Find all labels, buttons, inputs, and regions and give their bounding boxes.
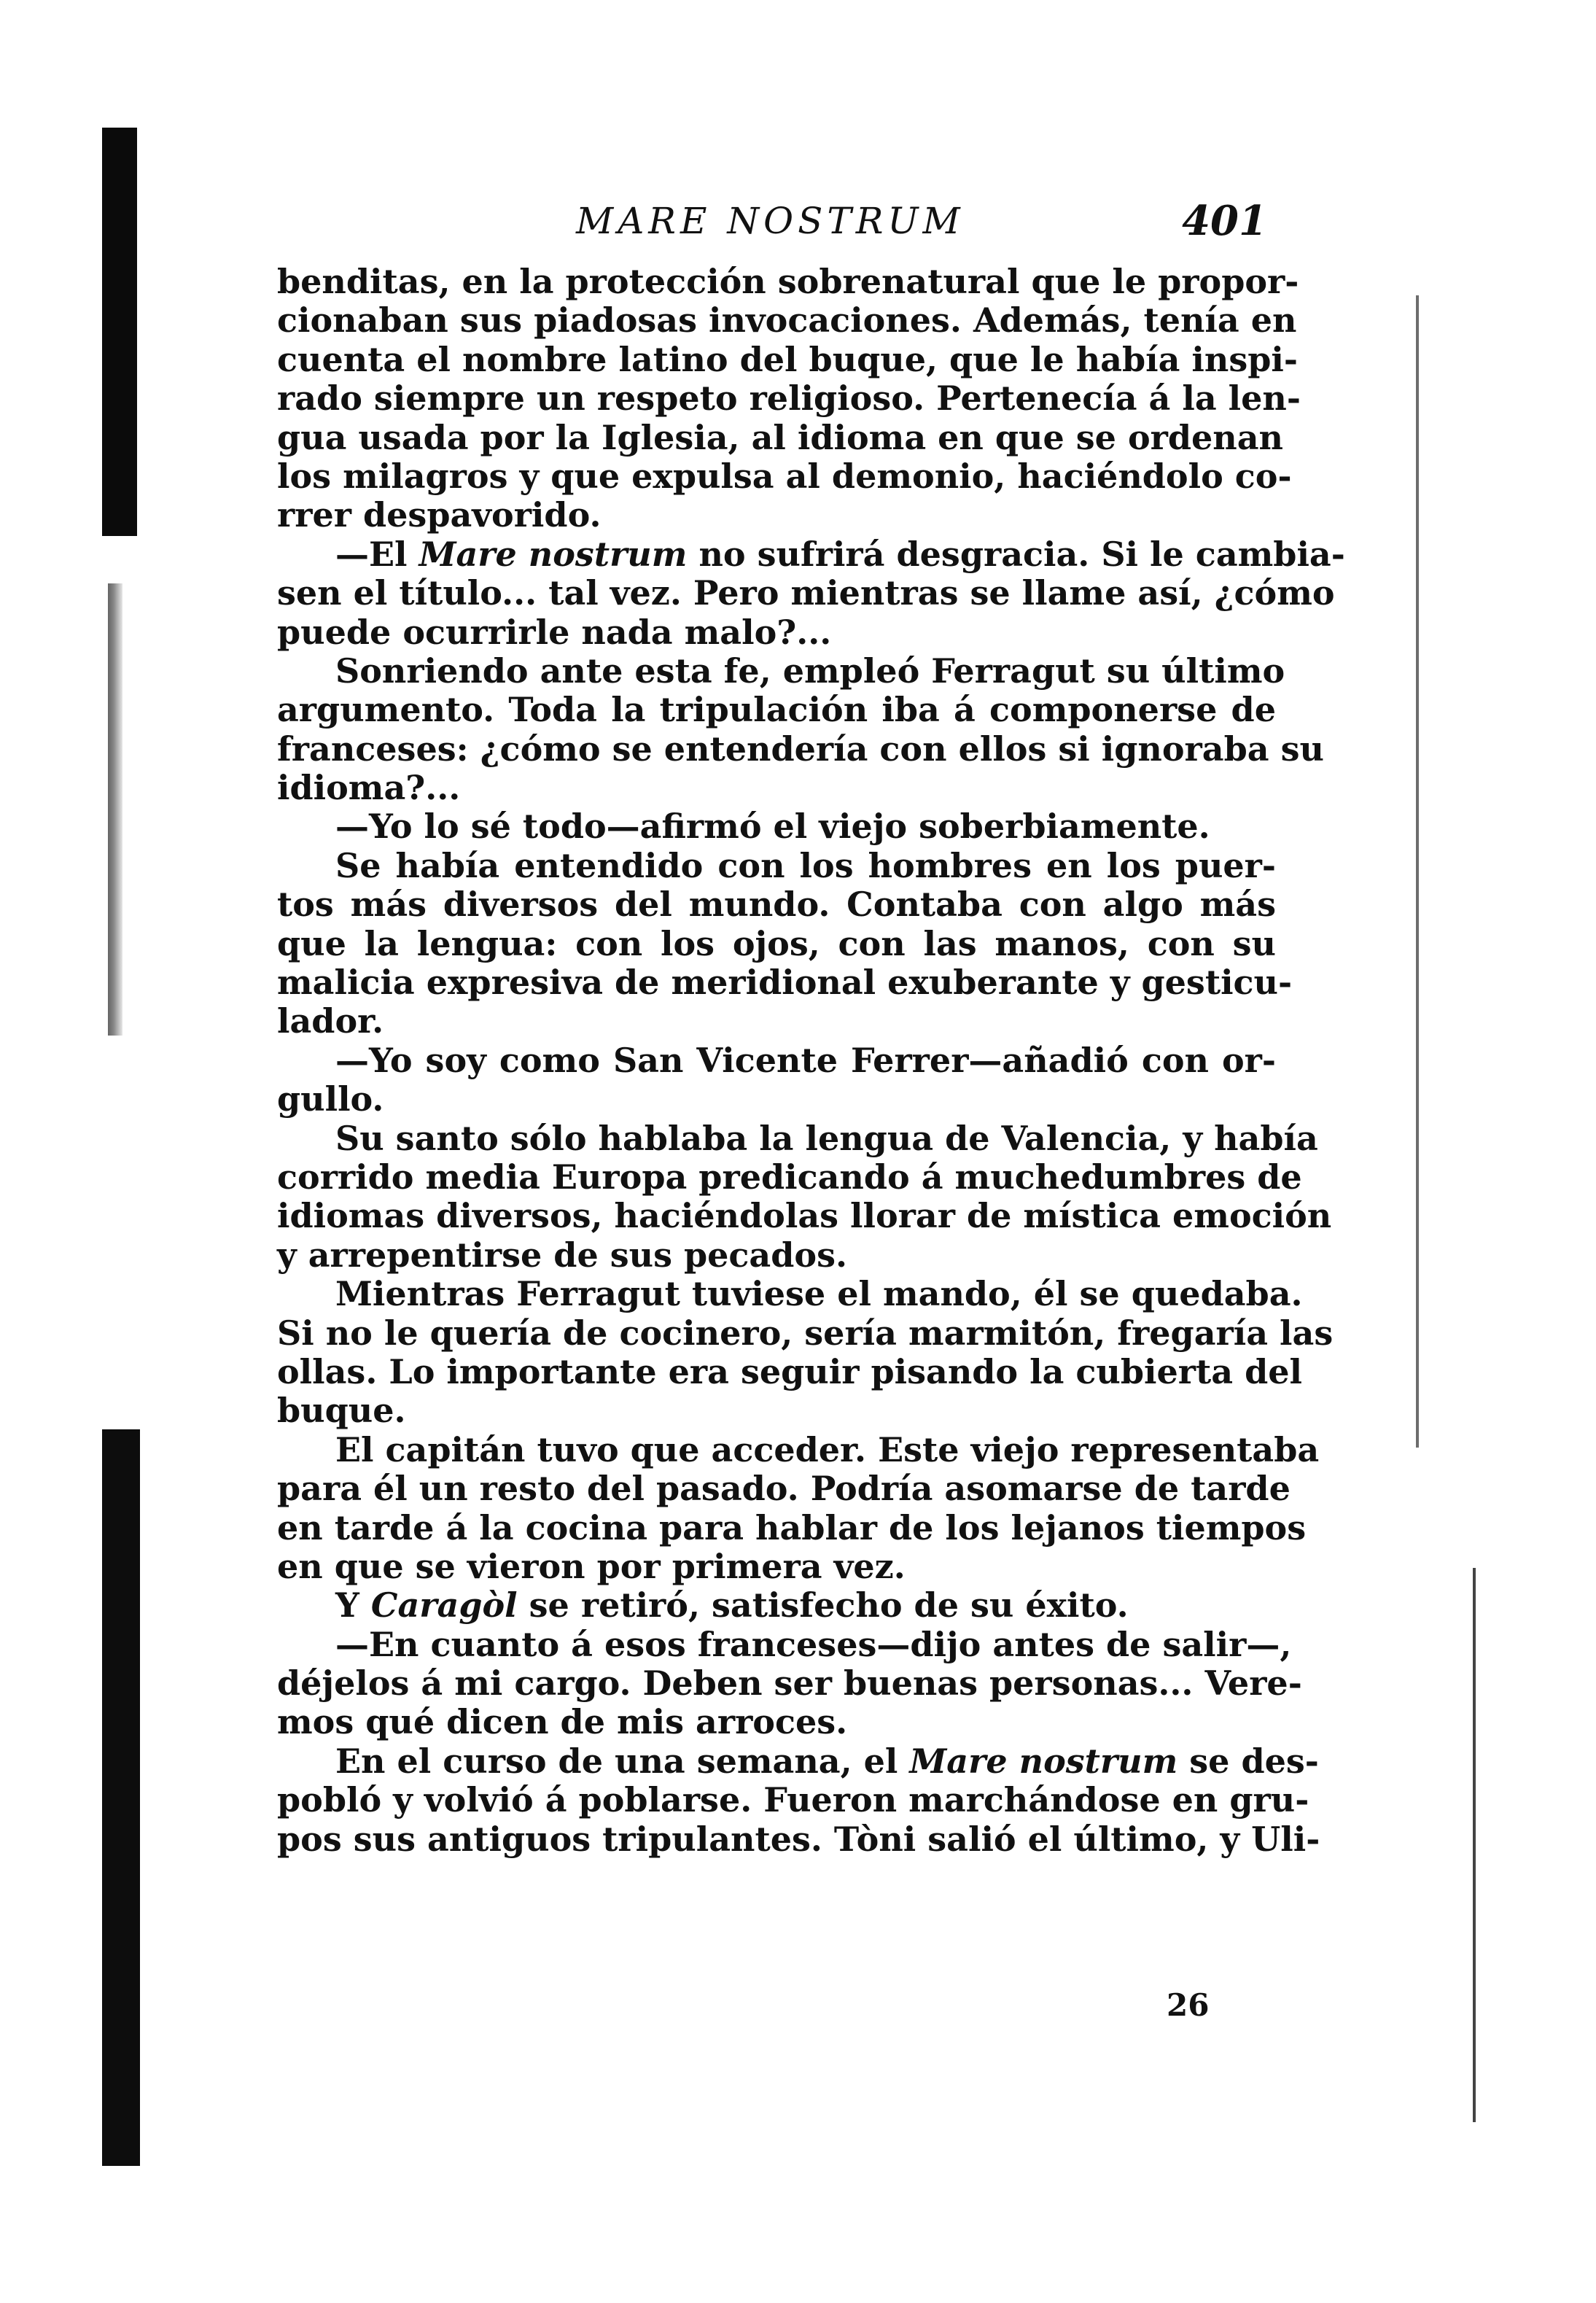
text-line	[277, 1429, 1320, 1469]
italic-text: Caragòl	[370, 1585, 518, 1626]
text-segment: idioma?...	[277, 768, 461, 808]
text-segment: en que se vieron por primera vez.	[277, 1546, 906, 1586]
text-segment: y arrepentirse de sus pecados.	[277, 1235, 847, 1275]
text-line	[277, 963, 1293, 1003]
text-line	[277, 1507, 1307, 1547]
text-segment: mos qué dicen de mis arroces.	[277, 1702, 848, 1742]
signature-mark: 26	[1167, 1987, 1210, 2023]
scan-edge-line	[1416, 295, 1419, 1448]
text-segment: que la lengua: con los ojos, con las manos, con su	[277, 923, 1276, 963]
text-segment: malicia expresiva de meridional exuberante y gesticu-	[277, 963, 1293, 1003]
text-line	[277, 339, 1298, 379]
text-segment: Sonriendo ante esta fe, empleó Ferragut su último	[335, 650, 1285, 691]
text-segment: gullo.	[277, 1079, 384, 1119]
text-line	[277, 496, 1276, 535]
text-segment: lador.	[277, 1001, 384, 1041]
text-segment: Si no le quería de cocinero, sería marmitón, fregaría las	[277, 1313, 1334, 1353]
text-line	[277, 1624, 1292, 1664]
text-segment: ollas. Lo importante era seguir pisando la cubierta del	[277, 1351, 1302, 1391]
text-segment: se des-	[1177, 1741, 1319, 1781]
text-segment: en tarde á la cocina para hablar de los lejanos tiempos	[277, 1507, 1307, 1547]
text-line	[277, 729, 1324, 769]
text-segment: benditas, en la protección sobrenatural que le propor-	[277, 262, 1299, 301]
text-segment: tos más diversos del mundo. Contaba con algo más	[277, 885, 1276, 925]
text-line	[277, 1002, 1276, 1041]
text-line	[277, 534, 1345, 574]
text-line	[277, 262, 1299, 301]
text-segment: rrer despavorido.	[277, 495, 602, 535]
text-segment: Se había entendido con los hombres en los puer-	[335, 845, 1276, 885]
scan-edge-shadow	[108, 583, 122, 1036]
text-line	[277, 1663, 1302, 1704]
text-line	[277, 1157, 1302, 1197]
italic-text: Mare nostrum	[909, 1741, 1178, 1781]
text-segment: —En cuanto á esos franceses—dijo antes de salir—,	[335, 1624, 1292, 1664]
page-number: 401	[1182, 197, 1267, 245]
text-segment: para él un resto del pasado. Podría asomarse de tarde	[277, 1469, 1291, 1509]
text-line	[277, 1313, 1334, 1353]
text-line	[277, 691, 1276, 729]
text-line	[277, 1469, 1291, 1509]
text-segment: idiomas diversos, haciéndolas llorar de mística emoción	[277, 1196, 1332, 1236]
text-segment: Mientras Ferragut tuviese el mando, él se quedaba.	[335, 1274, 1303, 1314]
text-line	[277, 1741, 1319, 1781]
running-title: MARE NOSTRUM	[576, 200, 965, 242]
text-line	[277, 1391, 1276, 1430]
running-head	[277, 195, 1276, 246]
text-line	[277, 378, 1301, 419]
text-segment: Su santo sólo hablaba la lengua de Valencia, y había	[335, 1118, 1318, 1158]
text-line	[277, 769, 1276, 807]
text-segment: —Yo soy como San Vicente Ferrer—añadió con or-	[335, 1040, 1276, 1080]
text-segment: déjelos á mi cargo. Deben ser buenas personas... Vere-	[277, 1663, 1302, 1704]
text-line	[277, 1041, 1276, 1080]
text-segment: gua usada por la Iglesia, al idioma en que se ordenan	[277, 417, 1283, 457]
text-segment: pobló y volvió á poblarse. Fueron marchándose en gru-	[277, 1780, 1309, 1820]
text-segment: En el curso de una semana, el	[335, 1741, 910, 1781]
text-line	[277, 1274, 1303, 1314]
text-segment: Y	[335, 1585, 371, 1626]
text-segment: franceses: ¿cómo se entendería con ellos si ignoraba su	[277, 729, 1324, 769]
text-line	[277, 1118, 1318, 1158]
text-segment: sen el título... tal vez. Pero mientras se llame así, ¿cómo	[277, 573, 1335, 613]
text-segment: los milagros y que expulsa al demonio, haciéndolo co-	[277, 456, 1292, 496]
text-line	[277, 573, 1335, 613]
text-segment: argumento. Toda la tripulación iba á componerse de	[277, 690, 1276, 730]
text-line	[277, 613, 1276, 652]
scan-edge-shadow	[102, 128, 137, 536]
text-line	[277, 1586, 1276, 1625]
text-segment: corrido media Europa predicando á muchedumbres de	[277, 1157, 1302, 1197]
italic-text: Mare nostrum	[419, 534, 688, 574]
text-segment: rado siempre un respeto religioso. Pertenecía á la len-	[277, 378, 1301, 419]
text-segment: El capitán tuvo que acceder. Este viejo representaba	[335, 1429, 1320, 1469]
scan-edge-shadow	[102, 1429, 140, 2166]
text-segment: puede ocurrirle nada malo?...	[277, 612, 832, 652]
text-line	[277, 417, 1283, 457]
text-line	[277, 650, 1285, 691]
text-segment: cuenta el nombre latino del buque, que le había inspi-	[277, 339, 1298, 379]
body-text	[277, 262, 1345, 1859]
text-line	[277, 1236, 1276, 1275]
text-segment: se retiró, satisfecho de su éxito.	[517, 1585, 1129, 1626]
text-segment: —El	[335, 534, 419, 574]
scan-edge-line	[1473, 1568, 1476, 2122]
text-segment: buque.	[277, 1391, 406, 1431]
text-line	[277, 1196, 1332, 1236]
text-line	[277, 1547, 1276, 1586]
text-line	[277, 456, 1292, 496]
text-line	[277, 1351, 1302, 1391]
text-segment: pos sus antiguos tripulantes. Tòni salió el último, y Uli-	[277, 1819, 1320, 1859]
text-segment: —Yo lo sé todo—afirmó el viejo soberbiamente.	[335, 807, 1210, 847]
text-line	[277, 1703, 1276, 1741]
text-line	[277, 1819, 1320, 1859]
text-line	[277, 925, 1276, 963]
text-line	[277, 807, 1276, 846]
text-line	[277, 847, 1276, 885]
text-line	[277, 300, 1297, 341]
text-line	[277, 1780, 1309, 1820]
text-segment: no sufrirá desgracia. Si le cambia-	[687, 534, 1345, 574]
text-segment: cionaban sus piadosas invocaciones. Además, tenía en	[277, 300, 1297, 341]
text-line	[277, 1080, 1276, 1119]
text-line	[277, 885, 1276, 924]
